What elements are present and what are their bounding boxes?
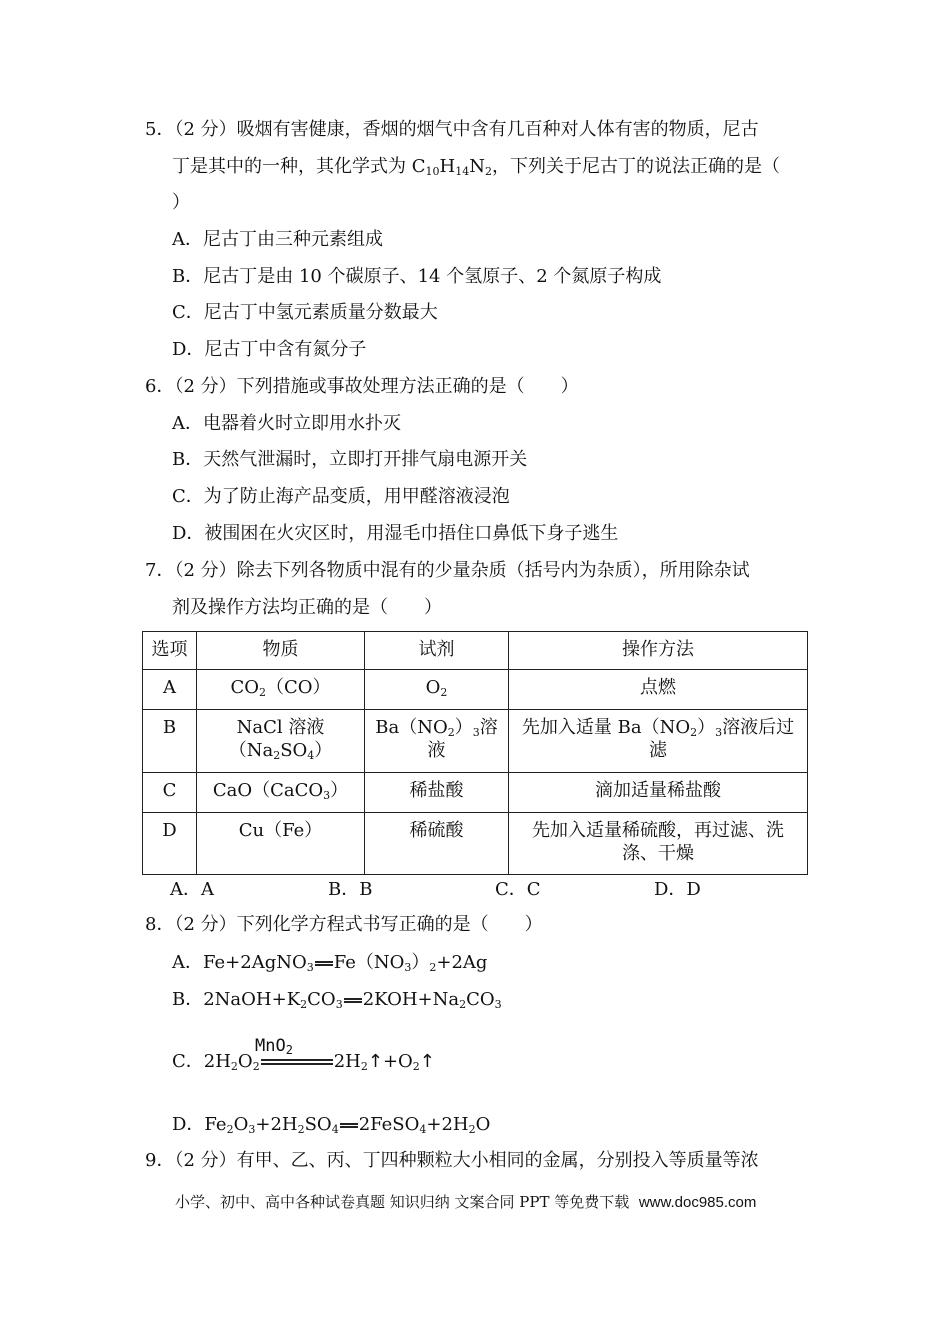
q8-stem: 8．（2 分）下列化学方程式书写正确的是（ ） — [145, 914, 543, 935]
q5-option-c: C．尼古丁中氢元素质量分数最大 — [172, 302, 438, 323]
q6-option-a: A．电器着火时立即用水扑灭 — [172, 413, 401, 434]
q5-option-b: B．尼古丁是由 10 个碳原子、14 个氢原子、2 个氮原子构成 — [172, 266, 662, 287]
cell-option: D — [143, 813, 197, 875]
table-row — [143, 670, 808, 710]
cell-method: 滴加适量稀盐酸 — [509, 773, 808, 813]
q6-stem: 6．（2 分）下列措施或事故处理方法正确的是（ ） — [145, 376, 579, 397]
cell-substance: CaO（CaCO$_3$） — [197, 773, 365, 813]
q9-stem-line1: 9．（2 分）有甲、乙、丙、丁四种颗粒大小相同的金属，分别投入等质量等浓 — [145, 1150, 759, 1171]
cell-substance: $CO_2(CO)$ — [197, 670, 365, 710]
q6-option-d: D．被围困在火灾区时，用湿毛巾捂住口鼻低下身子逃生 — [172, 523, 619, 544]
cell-reagent: 稀盐酸 — [365, 773, 509, 813]
cell-substance: NaCl 溶液 $(Na_2SO_4)$ — [197, 710, 365, 773]
q7-choice-d: D．D — [654, 879, 701, 900]
footer-text: 小学、初中、高中各种试卷真题 知识归纳 文案合同 PPT 等免费下载 — [175, 1193, 630, 1211]
catalyst-label: MnO$_2$ — [255, 1036, 293, 1057]
q5-stem-line1: 5．（2 分）吸烟有害健康，香烟的烟气中含有几百种对人体有害的物质，尼古 — [145, 119, 759, 140]
footer-link[interactable]: www.doc985.com — [638, 1194, 757, 1211]
table-row — [143, 813, 808, 875]
page-footer — [175, 1192, 756, 1213]
q7-choice-b: B．B — [328, 879, 373, 900]
q8-option-c: C．$2H_2O_2$ $2H_2↑+O_2↑$ — [172, 1051, 435, 1073]
header-reagent: 试剂 — [365, 632, 509, 670]
cell-method: 先加入适量 $Ba(NO_2)_3$溶液后过滤 — [509, 710, 808, 773]
q7-choice-c: C．C — [495, 879, 541, 900]
q7-stem-line2: 剂及操作方法均正确的是（ ） — [172, 597, 442, 618]
table-row — [143, 773, 808, 813]
q5-option-d: D．尼古丁中含有氮分子 — [172, 339, 367, 360]
q7-stem-line1: 7．（2 分）除去下列各物质中混有的少量杂质（括号内为杂质），所用除杂试 — [145, 560, 750, 581]
cell-option: A — [143, 670, 197, 710]
q5-stem-line3: ） — [172, 192, 190, 213]
q7-options-table — [142, 631, 808, 875]
cell-reagent: $Ba(NO_2)_3$溶液 — [365, 710, 509, 773]
cell-reagent: 稀硫酸 — [365, 813, 509, 875]
header-option: 选项 — [143, 632, 197, 670]
cell-option: C — [143, 773, 197, 813]
q6-option-b: B．天然气泄漏时，立即打开排气扇电源开关 — [172, 449, 528, 470]
q5-option-a: A．尼古丁由三种元素组成 — [172, 229, 383, 250]
q5-stem-line2: 丁是其中的一种，其化学式为 $C_{10}H_{14}N_2$，下列关于尼古丁的说法正确的是（ — [172, 156, 780, 178]
table-row — [143, 710, 808, 773]
cell-option: B — [143, 710, 197, 773]
cell-method: 点燃 — [509, 670, 808, 710]
q8-option-a: A．Fe+2AgNO$_3$ $Fe(NO_3)_2+2Ag$ — [172, 952, 488, 974]
q6-option-c: C．为了防止海产品变质，用甲醛溶液浸泡 — [172, 486, 510, 507]
cell-reagent: $O_2$ — [365, 670, 509, 710]
table-header-row — [143, 632, 808, 670]
q8-option-b: B．$2NaOH+K_2CO_3$ $2KOH+Na_2CO_3$ — [172, 989, 502, 1011]
q7-choice-a: A．A — [170, 879, 214, 900]
q8-option-d: D．$Fe_2O_3+2H_2SO_4$ $2FeSO_4+2H_2O$ — [172, 1114, 491, 1136]
cell-substance: Cu（Fe） — [197, 813, 365, 875]
cell-method: 先加入适量稀硫酸，再过滤、洗涤、干燥 — [509, 813, 808, 875]
header-substance: 物质 — [197, 632, 365, 670]
header-method: 操作方法 — [509, 632, 808, 670]
